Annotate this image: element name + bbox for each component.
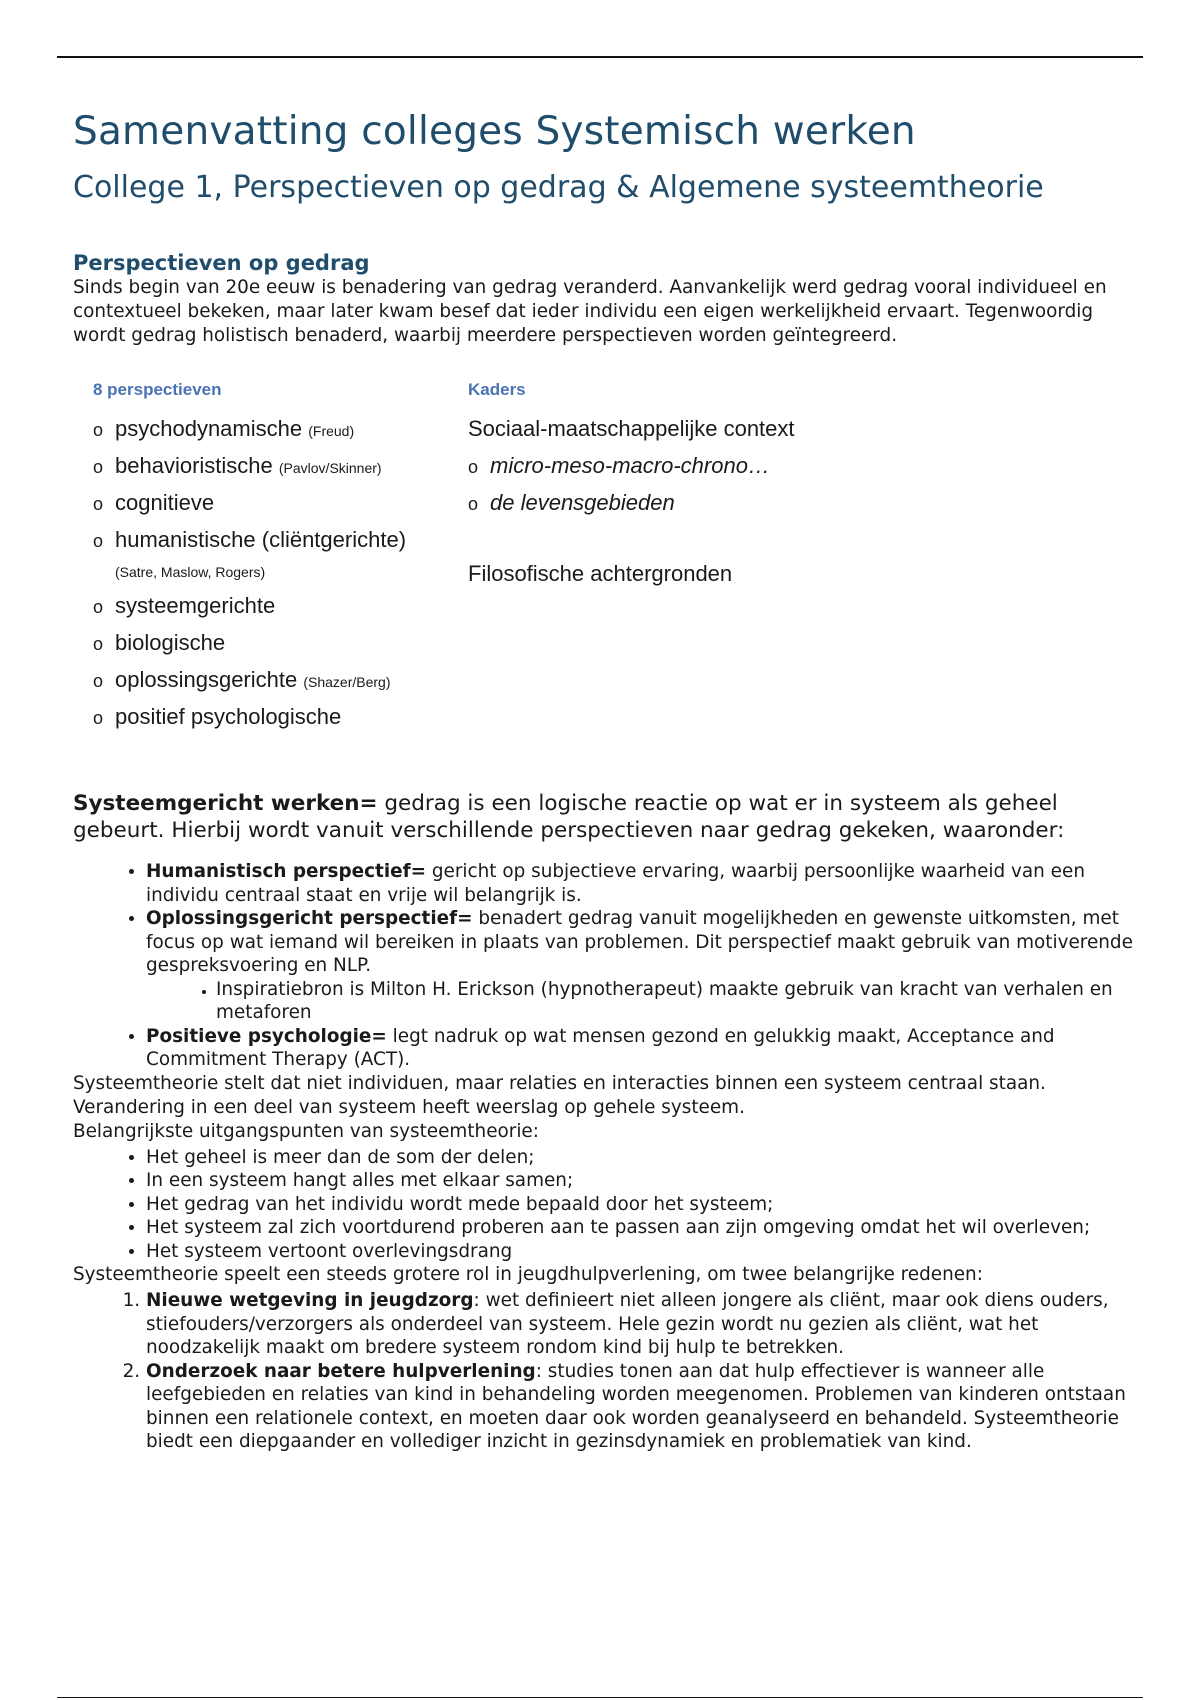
systeemtheorie-intro: Systeemtheorie stelt dat niet individuen, maar relaties en interacties binnen een systeem centraal staan. Verandering in een deel van systeem heeft weerslag op gehele systeem. bbox=[73, 1072, 1046, 1118]
perspective-item: o oplossingsgerichte (Shazer/Berg) bbox=[93, 661, 433, 698]
list-item: • Inspiratiebron is Milton H. Erickson (hypnotherapeut) maakte gebruik van kracht van verhalen en metaforen bbox=[216, 978, 1133, 1025]
perspectives-heading: 8 perspectieven bbox=[93, 380, 222, 399]
list-item: 1. Nieuwe wetgeving in jeugdzorg: wet definieert niet alleen jongere als cliënt, maar ook diens ouders, stiefouders/verzorgers als onderdeel van systeem. Hele gezin wordt nu gezien als cliënt, wat het noodzakelijk maakt om bredere systeem rondom kind bij hulp te betrekken. bbox=[146, 1289, 1133, 1360]
perspective-item: o biologische bbox=[93, 624, 433, 661]
perspectives-column bbox=[93, 370, 433, 735]
kaders-philosophy: Filosofische achtergronden bbox=[468, 561, 733, 586]
kaders-heading: Kaders bbox=[468, 380, 526, 399]
list-item: 2. Onderzoek naar betere hulpverlening: studies tonen aan dat hulp effectiever is wanneer alle leefgebieden en relaties van kind in behandeling worden meegenomen. Problemen van kinderen ontstaan binnen een relationele context, en moeten daar ook worden geanalyseerd en behandeld. Systeemtheorie biedt een diepgaander en vollediger inzicht in gezinsdynamiek en problematiek van kind. bbox=[146, 1360, 1133, 1454]
circle-bullet-icon: o bbox=[468, 457, 479, 477]
perspective-note: (Satre, Maslow, Rogers) bbox=[115, 564, 266, 580]
systeemgericht-definition: Systeemgericht werken= gedrag is een logische reactie op wat er in systeem als geheel gebeurt. Hierbij wordt vanuit verschillende perspectieven naar gedrag gekeken, waaronder: bbox=[73, 791, 1065, 843]
circle-bullet-icon: o bbox=[93, 597, 104, 617]
kaders-item: o micro-meso-macro-chrono… bbox=[468, 447, 888, 484]
list-item: • Humanistisch perspectief= gericht op subjectieve ervaring, waarbij persoonlijke waarheid van een individu centraal staat en vrije wil belangrijk is. bbox=[146, 860, 1133, 907]
circle-bullet-icon: o bbox=[93, 708, 104, 728]
circle-bullet-icon: o bbox=[93, 671, 104, 691]
list-item: • Het systeem zal zich voortdurend proberen aan te passen aan zijn omgeving omdat het wil overleven; bbox=[146, 1216, 1133, 1240]
kaders-item: o de levensgebieden bbox=[468, 484, 888, 521]
bottom-rule bbox=[57, 1697, 1143, 1698]
reasons-intro: Systeemtheorie speelt een steeds grotere rol in jeugdhulpverlening, om twee belangrijke redenen: bbox=[73, 1264, 983, 1285]
list-item: • Het systeem vertoont overlevingsdrang bbox=[146, 1240, 1133, 1264]
perspective-item: o cognitieve bbox=[93, 484, 433, 521]
list-item: • Oplossingsgericht perspectief= benadert gedrag vanuit mogelijkheden en gewenste uitkomsten, met focus op wat iemand wil bereiken in plaats van problemen. Dit perspectief maakt gebruik van motiverende gespreksvoering en NLP. • Inspiratiebron is Milton H. Erickson (hypnotherapeut) maakte gebruik van kracht van verhalen en metaforen bbox=[146, 907, 1133, 1025]
principles-intro: Belangrijkste uitgangspunten van systeemtheorie: bbox=[73, 1120, 539, 1142]
circle-bullet-icon: o bbox=[468, 494, 479, 514]
principles-list bbox=[73, 1146, 1133, 1264]
kaders-column bbox=[468, 370, 888, 592]
sub-list bbox=[146, 978, 1133, 1025]
reasons-list bbox=[73, 1289, 1133, 1454]
list-item: • In een systeem hangt alles met elkaar samen; bbox=[146, 1169, 1133, 1193]
kaders-context: Sociaal-maatschappelijke context bbox=[468, 416, 795, 441]
circle-bullet-icon: o bbox=[93, 457, 104, 477]
page-subtitle: College 1, Perspectieven op gedrag & Algemene systeemtheorie bbox=[73, 170, 1044, 205]
list-item: • Het geheel is meer dan de som der delen; bbox=[146, 1146, 1133, 1170]
list-item: • Positieve psychologie= legt nadruk op wat mensen gezond en gelukkig maakt, Acceptance and Commitment Therapy (ACT). bbox=[146, 1025, 1133, 1072]
perspective-list bbox=[73, 860, 1133, 1072]
circle-bullet-icon: o bbox=[93, 634, 104, 654]
document-body bbox=[73, 100, 1133, 1454]
perspectives-figure bbox=[73, 370, 1133, 790]
section-heading-perspectieven: Perspectieven op gedrag bbox=[73, 251, 370, 275]
perspective-item: o systeemgerichte bbox=[93, 587, 433, 624]
circle-bullet-icon: o bbox=[93, 494, 104, 514]
perspective-item: o positief psychologische bbox=[93, 698, 433, 735]
circle-bullet-icon: o bbox=[93, 420, 104, 440]
circle-bullet-icon: o bbox=[93, 531, 104, 551]
perspective-item: o psychodynamische (Freud) bbox=[93, 410, 433, 447]
list-item: • Het gedrag van het individu wordt mede bepaald door het systeem; bbox=[146, 1193, 1133, 1217]
perspective-item: o humanistische (cliëntgerichte) bbox=[93, 521, 433, 558]
intro-paragraph: Sinds begin van 20e eeuw is benadering van gedrag veranderd. Aanvankelijk werd gedrag vooral individueel en contextueel bekeken, maar later kwam besef dat ieder individu een eigen werkelijkheid ervaart. Tegenwoordig wordt gedrag holistisch benaderd, waarbij meerdere perspectieven worden geïntegreerd. bbox=[73, 277, 1107, 346]
top-rule bbox=[57, 56, 1143, 58]
perspective-item: o behavioristische (Pavlov/Skinner) bbox=[93, 447, 433, 484]
page-title: Samenvatting colleges Systemisch werken bbox=[73, 109, 916, 154]
